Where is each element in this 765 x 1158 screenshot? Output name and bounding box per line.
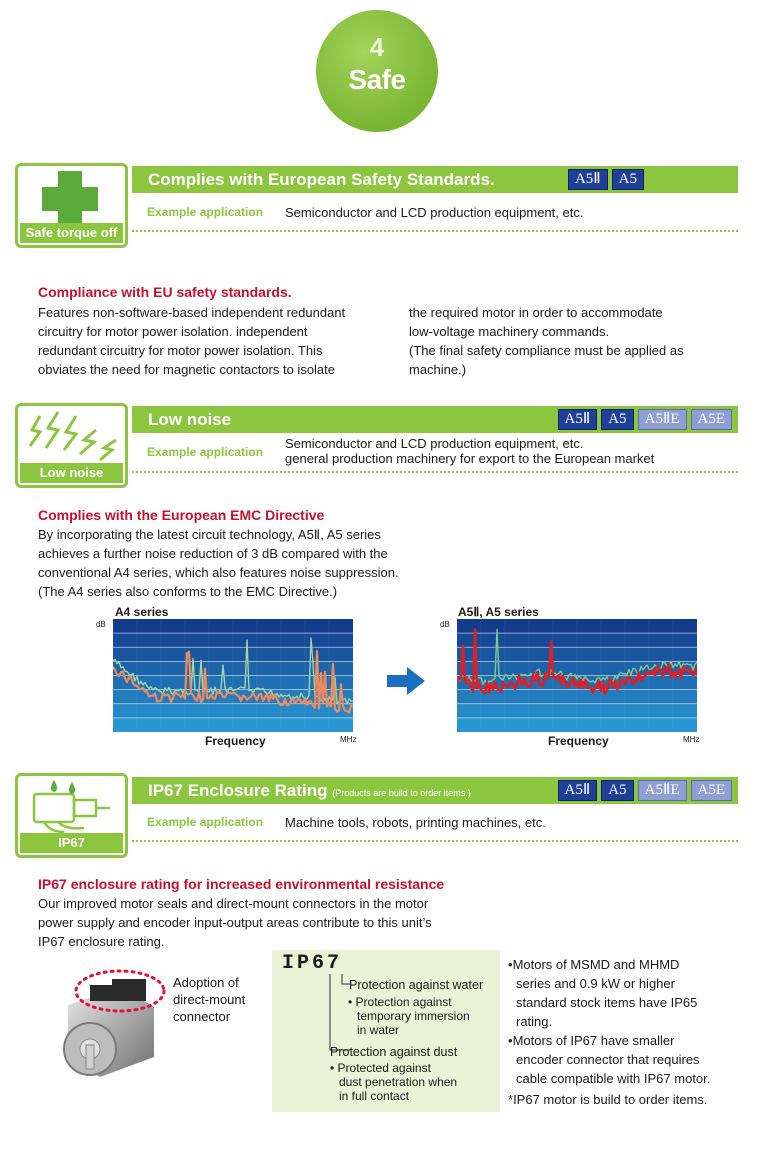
example-label: Example application: [147, 815, 264, 829]
example-label: Example application: [147, 445, 264, 459]
section-body: By incorporating the latest circuit technology, A5Ⅱ, A5 series achieves a further noise reduction of 3 dB compared with the conventional A4 series, which also features noise suppression. (The A4 series also conforms to the EMC Directive.): [38, 527, 399, 599]
series-tag: A5E: [691, 409, 733, 430]
low-noise-icon-box: [15, 403, 128, 488]
dotted-divider: [132, 840, 738, 842]
chart-xlabel: Frequency: [205, 734, 266, 748]
green-cross-icon: [18, 168, 125, 228]
dotted-divider: [132, 230, 738, 232]
section-title-bar: [132, 166, 738, 193]
chart-xunit: MHz: [683, 735, 700, 744]
series-tags: [558, 409, 732, 430]
motor-water-drop-icon: [18, 776, 125, 836]
arrow-right-icon: [387, 666, 427, 696]
servo-motor-icon: [50, 965, 170, 1085]
water-protection-detail: • Protection against temporary immersion in water: [348, 995, 470, 1037]
section-title-bar: [132, 777, 738, 804]
icon-caption: Safe torque off: [20, 223, 123, 243]
a5-noise-chart: [457, 619, 697, 732]
water-protection-heading: Protection against water: [349, 978, 484, 992]
chart-xlabel: Frequency: [548, 734, 609, 748]
series-tag: A5E: [691, 780, 733, 801]
series-tag: A5ⅡE: [638, 409, 687, 430]
chart-ylabel: dB: [96, 620, 106, 629]
section-title-bar: [132, 406, 738, 433]
section-heading: IP67 enclosure rating for increased environmental resistance: [38, 876, 445, 892]
section-title: IP67 Enclosure Rating (Products are build to order items.): [148, 781, 471, 800]
safe-torque-off-icon-box: [15, 163, 128, 248]
icon-caption: IP67: [20, 833, 123, 853]
series-tags: [568, 169, 644, 190]
dust-protection-detail: • Protected against dust penetration when in full contact: [330, 1061, 458, 1103]
section-body: Our improved motor seals and direct-mount connectors in the motor power supply and encoder input-output areas contribute to this unit’s IP67 enclosure rating.: [38, 896, 432, 949]
a4-noise-chart: [113, 619, 353, 732]
series-tag: A5: [612, 169, 644, 190]
section-heading: Compliance with EU safety standards.: [38, 284, 292, 300]
connector-note: Adoption of direct-mount connector: [173, 975, 246, 1024]
example-label: Example application: [147, 205, 264, 219]
example-text: Semiconductor and LCD production equipment, etc. general production machinery for export to the European market: [285, 436, 655, 466]
series-tag: A5: [601, 780, 633, 801]
chart-title: A5Ⅱ, A5 series: [458, 605, 539, 619]
badge-word: Safe: [348, 64, 406, 95]
lightning-icon: [18, 406, 125, 468]
section-title: Low noise: [148, 410, 232, 429]
series-tag: A5ⅡE: [638, 780, 687, 801]
section-number-badge: [316, 10, 438, 132]
body-column-1: Features non-software-based independent redundant circuitry for motor power isolation. independent redundant circuitry for motor power isolation. This obviates the need for magnetic contactors to isolate: [38, 305, 346, 377]
series-tag: A5Ⅱ: [558, 409, 598, 430]
series-tag: A5: [601, 409, 633, 430]
series-tag: A5Ⅱ: [568, 169, 608, 190]
dotted-divider: [132, 471, 738, 473]
body-column-2: the required motor in order to accommodate low-voltage machinery commands. (The final safety compliance must be applied as machine.): [409, 305, 684, 377]
chart-ylabel: dB: [440, 620, 450, 629]
example-text: Machine tools, robots, printing machines, etc.: [285, 815, 546, 830]
ip-code: IP67: [282, 952, 343, 975]
ip67-icon-box: [15, 773, 128, 858]
badge-number: 4: [369, 32, 385, 62]
ip67-notes: •Motors of MSMD and MHMD series and 0.9 kW or higher standard stock items have IP65 rating. •Motors of IP67 have smaller encoder connector that requires cable compatible with IP67 motor. *IP67 motor is build to order items.: [508, 957, 711, 1107]
series-tags: [558, 780, 732, 801]
chart-title: A4 series: [115, 605, 169, 619]
chart-xunit: MHz: [340, 735, 357, 744]
ip67-explanation-box: [272, 950, 500, 1112]
icon-caption: Low noise: [20, 463, 123, 483]
example-text: Semiconductor and LCD production equipment, etc.: [285, 205, 584, 220]
section-title: Complies with European Safety Standards.: [148, 170, 495, 189]
series-tag: A5Ⅱ: [558, 780, 598, 801]
section-heading: Complies with the European EMC Directive: [38, 507, 325, 523]
dust-protection-heading: Protection against dust: [330, 1045, 458, 1059]
